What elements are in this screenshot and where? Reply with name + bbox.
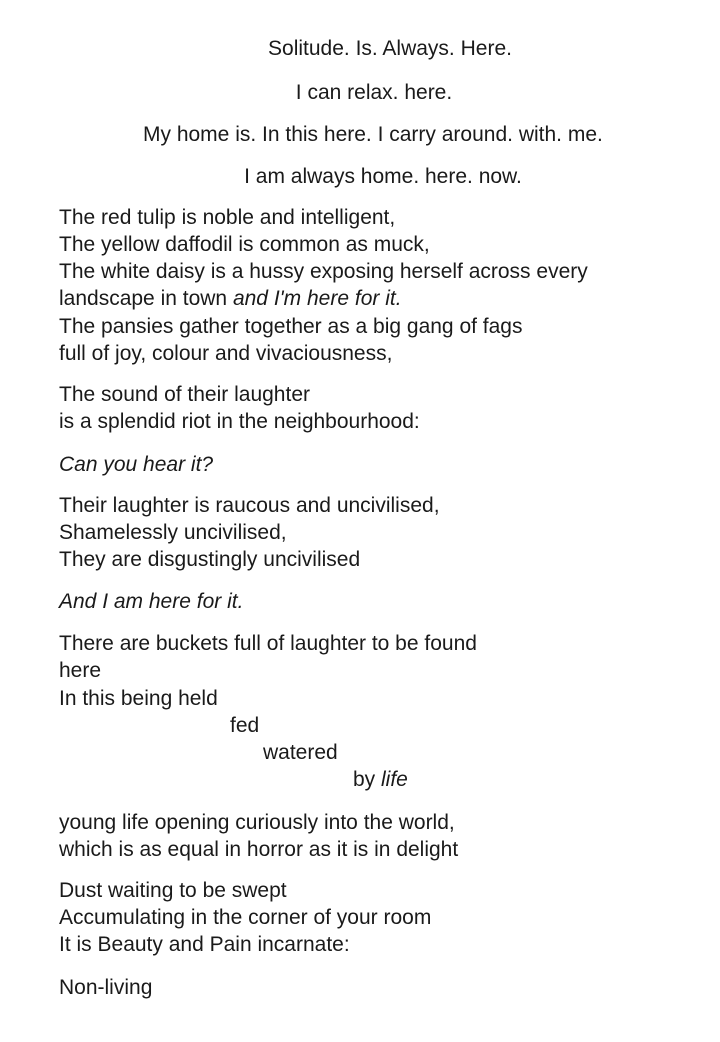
stanza4-line-6 xyxy=(353,769,408,790)
stanza3-line-2: Shamelessly uncivilised, xyxy=(59,521,287,544)
stanza1-line-4-italic: and I'm here for it. xyxy=(232,287,402,310)
stanza4-line-3: In this being held xyxy=(59,687,218,710)
stanza1-line-5: The pansies gather together as a big gang of fags xyxy=(59,315,523,338)
stanza2-line-2: is a splendid riot in the neighbourhood: xyxy=(59,410,420,433)
line-can-you-hear-it: Can you hear it? xyxy=(59,453,214,476)
stanza1-line-2: The yellow daffodil is common as muck, xyxy=(59,233,430,256)
line-and-i-am-here-for-it: And I am here for it. xyxy=(59,590,244,613)
stanza4-line-5: watered xyxy=(263,741,338,764)
stanza1-line-1: The red tulip is noble and intelligent, xyxy=(59,206,396,229)
stanza6-line-3: It is Beauty and Pain incarnate: xyxy=(59,933,350,956)
intro-line-1: Solitude. Is. Always. Here. xyxy=(268,37,512,60)
stanza6-line-1: Dust waiting to be swept xyxy=(59,879,287,902)
stanza2-line-1: The sound of their laughter xyxy=(59,383,310,406)
stanza5-line-1: young life opening curiously into the world, xyxy=(59,811,455,834)
stanza1-line-6: full of joy, colour and vivaciousness, xyxy=(59,342,393,365)
stanza5-line-2: which is as equal in horror as it is in delight xyxy=(59,838,459,861)
stanza4-line-1: There are buckets full of laughter to be found xyxy=(59,632,477,655)
stanza4-line-6-italic: life xyxy=(381,768,408,791)
intro-line-2: I can relax. here. xyxy=(295,81,453,104)
stanza6-line-2: Accumulating in the corner of your room xyxy=(59,906,432,929)
intro-line-4: I am always home. here. now. xyxy=(244,165,522,188)
stanza4-line-4: fed xyxy=(230,714,260,737)
line-non-living: Non-living xyxy=(59,976,153,999)
stanza4-line-2: here xyxy=(59,659,102,682)
stanza1-line-3: The white daisy is a hussy exposing herself across every xyxy=(59,260,588,283)
stanza3-line-1: Their laughter is raucous and uncivilised, xyxy=(59,494,440,517)
stanza4-line-6-plain: by xyxy=(353,768,382,791)
stanza1-line-4-plain: landscape in town xyxy=(59,287,233,310)
stanza3-line-3: They are disgustingly uncivilised xyxy=(59,548,361,571)
intro-line-3: My home is. In this here. I carry around. with. me. xyxy=(143,123,603,146)
stanza1-line-4 xyxy=(59,288,402,309)
